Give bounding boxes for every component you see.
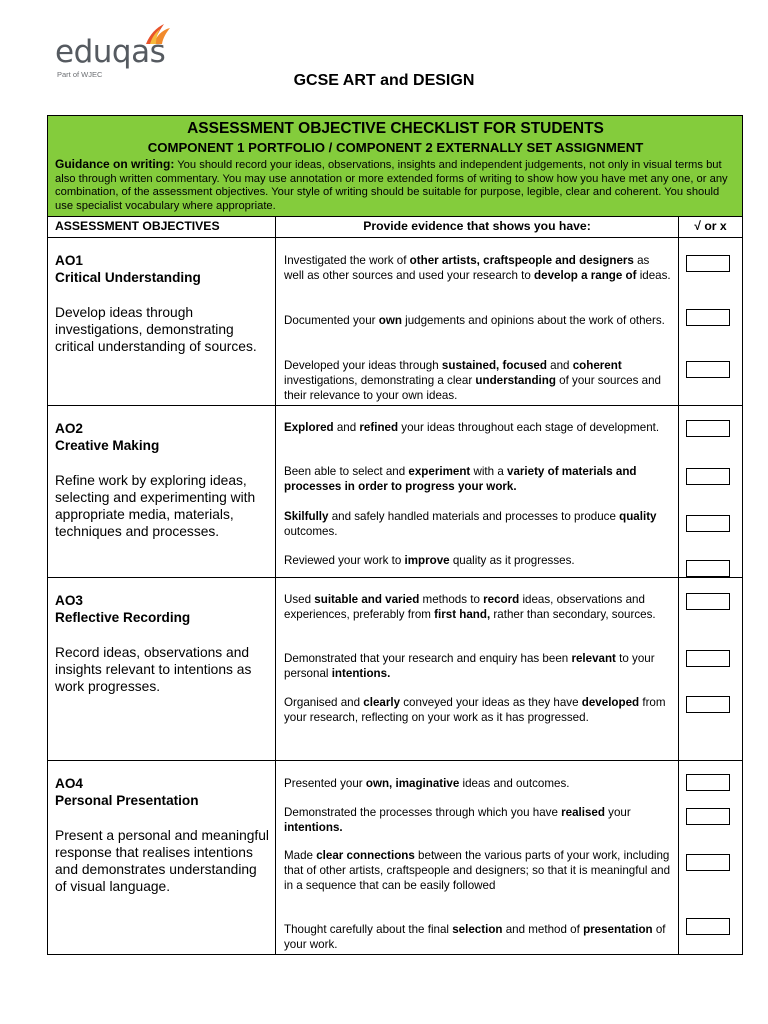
evidence-text: of your work. xyxy=(284,923,666,952)
objective-code: AO1 xyxy=(55,253,83,269)
evidence-text: Reviewed your work to xyxy=(284,554,405,568)
tick-box[interactable] xyxy=(686,696,730,713)
objective-name: Personal Presentation xyxy=(55,793,199,809)
evidence-text: Thought carefully about the final xyxy=(284,923,453,937)
evidence-emphasis: own xyxy=(378,314,402,328)
objective-description: Present a personal and meaningful response that realises intentions and demonstrates understanding of visual language. xyxy=(55,828,269,895)
logo-tagline: Part of WJEC xyxy=(57,70,103,79)
evidence-emphasis: intentions. xyxy=(284,821,343,835)
evidence-item xyxy=(284,314,672,329)
column-header-objectives: ASSESSMENT OBJECTIVES xyxy=(48,217,276,238)
objective-name: Reflective Recording xyxy=(55,610,191,626)
evidence-item xyxy=(284,806,672,835)
checklist-heading: ASSESSMENT OBJECTIVE CHECKLIST FOR STUDENTS xyxy=(187,120,604,137)
evidence-emphasis: presentation xyxy=(583,923,653,937)
evidence-emphasis: develop a range of xyxy=(534,269,637,283)
checklist-header xyxy=(48,116,743,217)
evidence-text: and safely handled materials and processes to produce xyxy=(328,510,620,524)
evidence-text: outcomes. xyxy=(284,525,338,539)
objective-row-ao1 xyxy=(48,238,743,406)
objective-name: Critical Understanding xyxy=(55,270,201,286)
evidence-text: conveyed your ideas as they have xyxy=(400,696,582,710)
objective-description: Refine work by exploring ideas, selecting and experimenting with appropriate media, materials, techniques and processes. xyxy=(55,473,256,540)
evidence-item xyxy=(284,923,672,952)
objective-description: Develop ideas through investigations, demonstrating critical understanding of sources. xyxy=(55,305,257,355)
evidence-emphasis: other artists, craftspeople and designers xyxy=(409,254,634,268)
objective-code: AO2 xyxy=(55,421,83,437)
tick-box[interactable] xyxy=(686,593,730,610)
objective-name: Creative Making xyxy=(55,438,160,454)
tick-box[interactable] xyxy=(686,361,730,378)
evidence-item xyxy=(284,777,672,792)
objective-row-ao3 xyxy=(48,578,743,761)
evidence-item xyxy=(284,652,672,681)
eduqas-logo xyxy=(52,16,172,80)
evidence-cell xyxy=(276,578,679,761)
evidence-text: Been able to select and xyxy=(284,465,409,479)
evidence-emphasis: record xyxy=(483,593,520,607)
tick-box[interactable] xyxy=(686,808,730,825)
checkbox-cell xyxy=(679,406,743,578)
evidence-text: Demonstrated the processes through which you have xyxy=(284,806,562,820)
evidence-text: and method of xyxy=(502,923,584,937)
evidence-text: your ideas throughout each stage of development. xyxy=(398,421,660,435)
evidence-item xyxy=(284,421,672,436)
evidence-text: Demonstrated that your research and enquiry has been xyxy=(284,652,572,666)
evidence-item xyxy=(284,254,672,283)
column-header-row xyxy=(48,217,743,238)
objective-row-ao2 xyxy=(48,406,743,578)
evidence-emphasis: realised xyxy=(561,806,605,820)
page-title: GCSE ART and DESIGN xyxy=(293,72,475,89)
evidence-emphasis: coherent xyxy=(572,359,622,373)
evidence-emphasis: suitable and varied xyxy=(314,593,420,607)
checkbox-cell xyxy=(679,761,743,955)
evidence-emphasis: variety of materials and processes in order to progress your work. xyxy=(284,465,637,494)
tick-box[interactable] xyxy=(686,650,730,667)
evidence-text: between the various parts of your work, including that of other artists, craftspeople and designers; so that it is meaningful and in a sequence that can be easily followed xyxy=(284,849,671,892)
tick-box[interactable] xyxy=(686,420,730,437)
evidence-text: ideas, observations and experiences, preferably from xyxy=(284,593,645,622)
objective-cell xyxy=(48,238,276,406)
evidence-text: Organised and xyxy=(284,696,364,710)
objective-code: AO3 xyxy=(55,593,83,609)
evidence-emphasis: improve xyxy=(404,554,450,568)
evidence-cell xyxy=(276,238,679,406)
tick-box[interactable] xyxy=(686,515,730,532)
evidence-text: of your sources and their relevance to your own ideas. xyxy=(284,374,661,402)
evidence-emphasis: refined xyxy=(359,421,399,435)
evidence-text: and xyxy=(546,359,573,373)
guidance-paragraph xyxy=(55,158,736,213)
column-header-evidence: Provide evidence that shows you have: xyxy=(276,217,679,238)
evidence-emphasis: intentions. xyxy=(331,667,391,681)
tick-box[interactable] xyxy=(686,255,730,272)
evidence-emphasis: clearly xyxy=(363,696,401,710)
evidence-text: ideas. xyxy=(636,269,671,283)
guidance-label: Guidance on writing: xyxy=(55,157,175,171)
evidence-emphasis: quality xyxy=(619,510,657,524)
evidence-item xyxy=(284,465,672,494)
evidence-cell xyxy=(276,761,679,955)
evidence-text: Used xyxy=(284,593,315,607)
evidence-text: Developed your ideas through xyxy=(284,359,442,373)
objective-cell xyxy=(48,761,276,955)
objective-description: Record ideas, observations and insights relevant to intentions as work progresses. xyxy=(55,645,252,695)
checkbox-cell xyxy=(679,238,743,406)
evidence-emphasis: first hand, xyxy=(434,608,491,622)
evidence-item xyxy=(284,849,672,893)
evidence-text: quality as it progresses. xyxy=(449,554,575,568)
guidance-text: You should record your ideas, observations, insights and independent judgements, not only in visual terms but also through written commentary. You may use annotation or more extended forms of writing to show how you have met any one, or any combination, of the assessment objectives. Your style of writing should be suitable for purpose, legible, clear and coherent. You should use specialist vocabulary where appropriate. xyxy=(55,159,728,212)
evidence-text: as well as other sources and used your research to xyxy=(284,254,650,283)
evidence-emphasis: developed xyxy=(581,696,640,710)
objective-row-ao4 xyxy=(48,761,743,955)
evidence-emphasis: understanding xyxy=(475,374,556,388)
evidence-emphasis: relevant xyxy=(571,652,616,666)
evidence-emphasis: own, imaginative xyxy=(365,777,460,791)
evidence-text: ideas and outcomes. xyxy=(459,777,570,791)
evidence-text: Documented your xyxy=(284,314,379,328)
objective-code: AO4 xyxy=(55,776,83,792)
objective-cell xyxy=(48,406,276,578)
tick-box[interactable] xyxy=(686,468,730,485)
evidence-text: Presented your xyxy=(284,777,366,791)
evidence-emphasis: Explored xyxy=(284,421,334,435)
evidence-emphasis: Skilfully xyxy=(284,510,329,524)
evidence-text: from your research, reflecting on your work as it has progressed. xyxy=(284,696,666,725)
objective-cell xyxy=(48,578,276,761)
checklist-table xyxy=(47,115,743,955)
evidence-item xyxy=(284,554,672,569)
evidence-text: methods to xyxy=(419,593,484,607)
evidence-cell xyxy=(276,406,679,578)
evidence-text: investigations, demonstrating a clear xyxy=(284,374,476,388)
evidence-item xyxy=(284,696,672,725)
evidence-emphasis: sustained, focused xyxy=(441,359,547,373)
evidence-text: and xyxy=(333,421,360,435)
tick-box[interactable] xyxy=(686,918,730,935)
evidence-text: Made xyxy=(284,849,317,863)
evidence-item xyxy=(284,359,672,403)
evidence-item xyxy=(284,593,672,622)
tick-box[interactable] xyxy=(686,560,730,577)
evidence-text: your xyxy=(604,806,631,820)
evidence-emphasis: experiment xyxy=(408,465,471,479)
evidence-text: rather than secondary, sources. xyxy=(490,608,656,622)
column-header-check: √ or x xyxy=(679,217,743,238)
evidence-text: Investigated the work of xyxy=(284,254,410,268)
tick-box[interactable] xyxy=(686,309,730,326)
evidence-emphasis: clear connections xyxy=(316,849,415,863)
logo-wordmark: eduqas xyxy=(55,34,166,70)
evidence-text: with a xyxy=(470,465,507,479)
tick-box[interactable] xyxy=(686,774,730,791)
header-row xyxy=(48,116,743,217)
checklist-subheading: COMPONENT 1 PORTFOLIO / COMPONENT 2 EXTERNALLY SET ASSIGNMENT xyxy=(147,140,644,155)
evidence-text: judgements and opinions about the work of others. xyxy=(401,314,665,328)
evidence-text: to your personal xyxy=(284,652,655,681)
tick-box[interactable] xyxy=(686,854,730,871)
checkbox-cell xyxy=(679,578,743,761)
evidence-item xyxy=(284,510,672,539)
evidence-emphasis: selection xyxy=(452,923,503,937)
